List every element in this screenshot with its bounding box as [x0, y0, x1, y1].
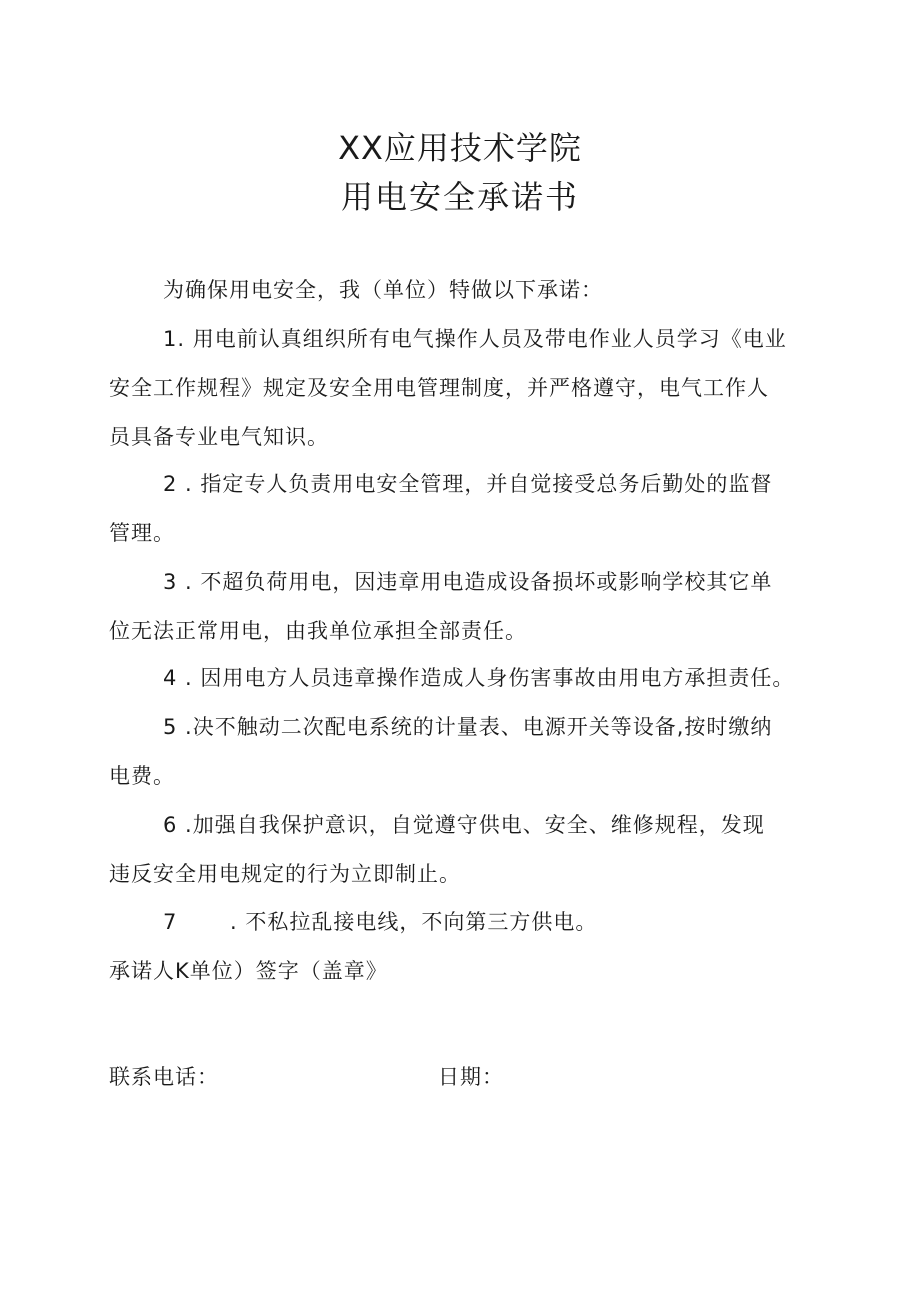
phone-label: 联系电话： [109, 1065, 219, 1089]
clause-4-line-1: 4 . 因用电方人员违章操作造成人身伤害事故由用电方承担责任。 [163, 666, 795, 690]
clause-1-line-1: 1. 用电前认真组织所有电气操作人员及带电作业人员学习《电业 [163, 327, 787, 351]
date-label: 日期： [438, 1065, 504, 1089]
signature-line: 承诺人K单位）签字（盖章》 [109, 959, 388, 983]
clause-6-line-1: 6 .加强自我保护意识，自觉遵守供电、安全、维修规程，发现 [163, 813, 765, 837]
clause-2-line-2: 管理。 [109, 521, 175, 545]
clause-5-line-1: 5 .决不触动二次配电系统的计量表、电源开关等设备,按时缴纳 [163, 715, 773, 739]
clause-2-line-1: 2 . 指定专人负责用电安全管理，并自觉接受总务后勤处的监督 [163, 472, 773, 496]
clause-3-line-2: 位无法正常用电，由我单位承担全部责任。 [109, 619, 527, 643]
clause-1-line-2: 安全工作规程》规定及安全用电管理制度，并严格遵守，电气工作人 [109, 376, 769, 400]
document-title: 用电安全承诺书 [340, 178, 579, 216]
clause-3-line-1: 3 . 不超负荷用电，因违章用电造成设备损坏或影响学校其它单 [163, 570, 773, 594]
clause-6-line-2: 违反安全用电规定的行为立即制止。 [109, 862, 461, 886]
clause-5-line-2: 电费。 [109, 764, 175, 788]
clause-7-number: 7 [163, 910, 178, 934]
clause-7-text: . 不私拉乱接电线，不向第三方供电。 [230, 910, 598, 934]
document-title-school: XX应用技术学院 [338, 129, 582, 167]
clause-1-line-3: 员具备专业电气知识。 [109, 425, 329, 449]
intro-line: 为确保用电安全，我（单位）特做以下承诺： [163, 278, 603, 302]
